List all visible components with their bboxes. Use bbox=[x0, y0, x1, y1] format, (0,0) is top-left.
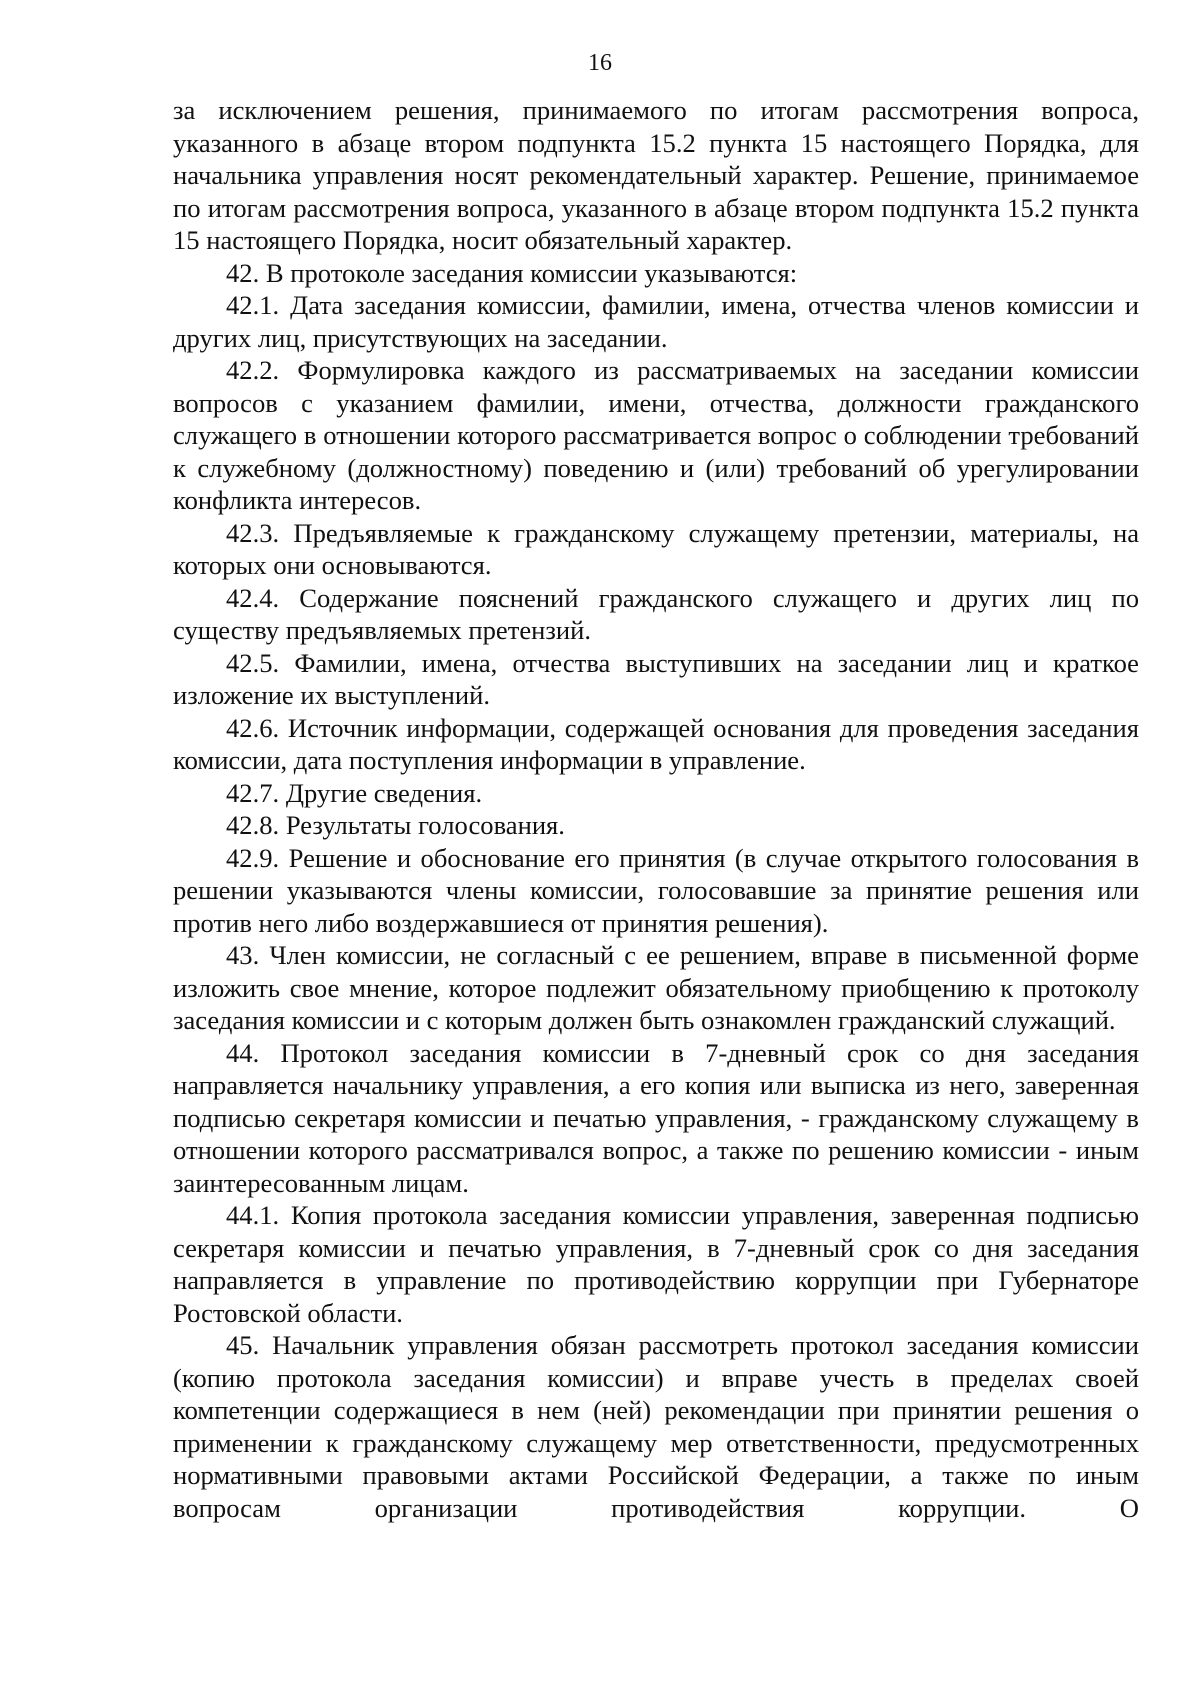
paragraph-42-7: 42.7. Другие сведения. bbox=[226, 777, 483, 808]
paragraph-43: 43. Член комиссии, не согласный с ее решением, вправе в письменной форме изложить свое мнение, которое подлежит обязательному приобщению к протоколу заседания комиссии и с которым должен быть ознакомлен гражданский служащий. bbox=[173, 940, 1139, 1035]
paragraph-42-5: 42.5. Фамилии, имена, отчества выступивших на заседании лиц и краткое изложение их выступлений. bbox=[173, 647, 1139, 710]
paragraph-42-6: 42.6. Источник информации, содержащей основания для проведения заседания комиссии, дата поступления информации в управление. bbox=[173, 712, 1139, 775]
paragraph-44: 44. Протокол заседания комиссии в 7-дневный срок со дня заседания направляется начальнику управления, а его копия или выписка из него, заверенная подписью секретаря комиссии и печатью управления, - гражданскому служащему в отношении которого рассматривался вопрос, а также по решению комиссии - иным заинтересованным лицам. bbox=[173, 1037, 1139, 1198]
paragraph-44-1: 44.1. Копия протокола заседания комиссии управления, заверенная подписью секретаря комиссии и печатью управления, в 7-дневный срок со дня заседания направляется в управление по противодействию коррупции при Губернаторе Ростовской области. bbox=[173, 1200, 1139, 1328]
page-number: 16 bbox=[588, 50, 612, 76]
paragraph-continuation: за исключением решения, принимаемого по итогам рассмотрения вопроса, указанного в абзаце втором подпункта 15.2 пункта 15 настоящего Порядка, для начальника управления носят рекомендательный характер. Решение, принимаемое по итогам рассмотрения вопроса, указанного в абзаце втором подпункта 15.2 пункта 15 настоящего Порядка, носит обязательный характер. bbox=[173, 95, 1139, 255]
paragraph-45: 45. Начальник управления обязан рассмотреть протокол заседания комиссии (копию протокола заседания комиссии) и вправе учесть в пределах своей компетенции содержащиеся в нем (ней) рекомендации при принятии решения о применении к гражданскому служащему мер ответственности, предусмотренных нормативными правовыми актами Российской Федерации, а также по иным вопросам организации противодействия коррупции. О bbox=[173, 1330, 1139, 1523]
paragraph-42-8: 42.8. Результаты голосования. bbox=[226, 810, 565, 840]
paragraph-42-3: 42.3. Предъявляемые к гражданскому служащему претензии, материалы, на которых они основываются. bbox=[173, 517, 1139, 580]
paragraph-42: 42. В протоколе заседания комиссии указываются: bbox=[226, 257, 798, 288]
paragraph-42-9: 42.9. Решение и обоснование его принятия (в случае открытого голосования в решении указываются члены комиссии, голосовавшие за принятие решения или против него либо воздержавшиеся от принятия решения). bbox=[173, 842, 1139, 938]
paragraph-42-2: 42.2. Формулировка каждого из рассматриваемых на заседании комиссии вопросов с указанием фамилии, имени, отчества, должности гражданского служащего в отношении которого рассматривается вопрос о соблюдении требований к служебному (должностному) поведению и (или) требований об урегулировании конфликта интересов. bbox=[173, 355, 1139, 515]
paragraph-42-4: 42.4. Содержание пояснений гражданского служащего и других лиц по существу предъявляемых претензий. bbox=[173, 582, 1139, 645]
body-text bbox=[173, 94, 1139, 1524]
paragraph-42-1: 42.1. Дата заседания комиссии, фамилии, имена, отчества членов комиссии и других лиц, присутствующих на заседании. bbox=[173, 290, 1139, 353]
